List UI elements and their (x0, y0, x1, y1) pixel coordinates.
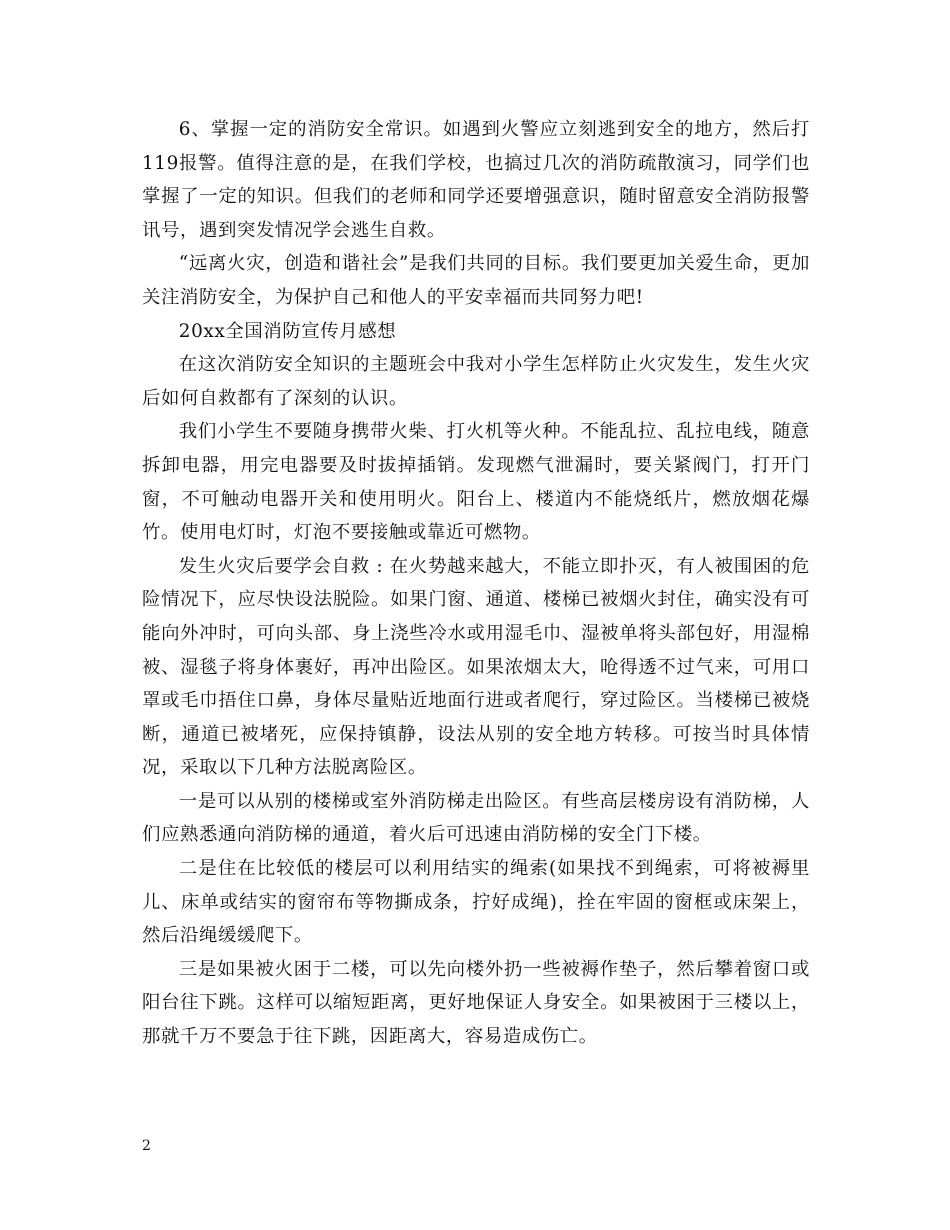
paragraph-method-two: 二是住在比较低的楼层可以利用结实的绳索(如果找不到绳索，可将被褥里儿、床单或结实的窗帘布等物撕成条，拧好成绳)，拴在牢固的窗框或床架上，然后沿绳缓缓爬下。 (142, 858, 810, 947)
section-heading: 20xx全国消防宣传月感想 (178, 320, 397, 342)
paragraph-method-one: 一是可以从别的楼梯或室外消防梯走出险区。有些高层楼房设有消防梯，人们应熟悉通向消防梯的通道，着火后可迅速由消防梯的安全门下楼。 (142, 790, 810, 846)
page-number: 2 (142, 1138, 151, 1154)
paragraph-prevention: 我们小学生不要随身携带火柴、打火机等火种。不能乱拉、乱拉电线，随意拆卸电器，用完电器要及时拔掉插销。发现燃气泄漏时，要关紧阀门，打开门窗，不可触动电器开关和使用明火。阳台上、楼道内不能烧纸片，燃放烟花爆竹。使用电灯时，灯泡不要接触或靠近可燃物。 (142, 421, 810, 544)
document-body (142, 113, 810, 1054)
paragraph-method-three: 三是如果被火困于二楼，可以先向楼外扔一些被褥作垫子，然后攀着窗口或阳台往下跳。这样可以缩短距离，更好地保证人身安全。如果被困于三楼以上，那就千万不要急于往下跳，因距离大，容易造成伤亡。 (142, 958, 810, 1048)
paragraph-self-rescue: 发生火灾后要学会自救 : 在火势越来越大，不能立即扑灭，有人被围困的危险情况下，应尽快设法脱险。如果门窗、通道、楼梯已被烟火封住，确实没有可能向外冲时，可向头部、身上浇些冷水或用湿毛巾、湿被单将头部包好，用湿棉被、湿毯子将身体裹好，再冲出险区。如果浓烟太大，呛得透不过气来，可用口罩或毛巾捂住口鼻，身体尽量贴近地面行进或者爬行，穿过险区。当楼梯已被烧断，通道已被堵死，应保持镇静，设法从别的安全地方转移。可按当时具体情况，采取以下几种方法脱离险区。 (142, 555, 810, 779)
paragraph-class-meeting: 在这次消防安全知识的主题班会中我对小学生怎样防止火灾发生，发生火灾后如何自救都有了深刻的认识。 (142, 354, 810, 409)
paragraph-harmonious-society: “远离火灾，创造和谐社会”是我们共同的目标。我们要更加关爱生命，更加关注消防安全，为保护自己和他人的平安幸福而共同努力吧! (142, 253, 810, 308)
paragraph-fire-safety-knowledge: 6、掌握一定的消防安全常识。如遇到火警应立刻逃到安全的地方，然后打119报警。值得注意的是，在我们学校，也搞过几次的消防疏散演习，同学们也掌握了一定的知识。但我们的老师和同学还要增强意识，随时留意安全消防报警讯号，遇到突发情况学会逃生自救。 (142, 119, 810, 241)
